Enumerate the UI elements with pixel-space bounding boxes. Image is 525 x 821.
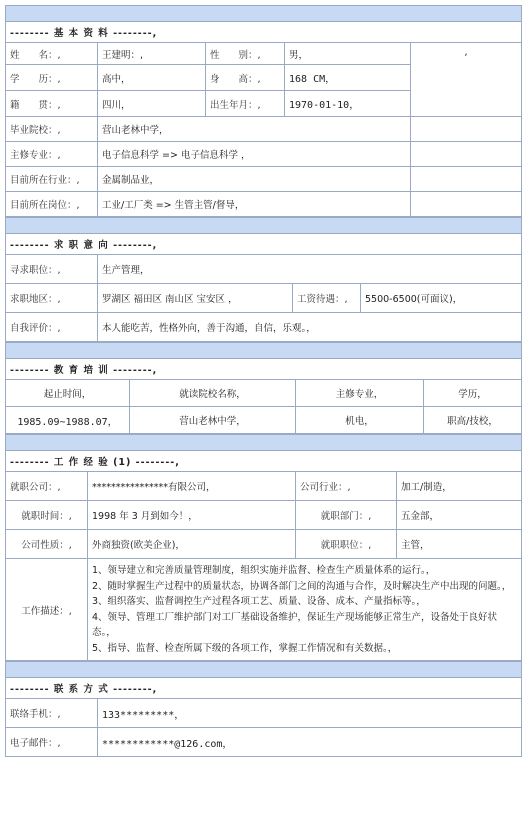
- education-value: 高中，: [98, 65, 206, 91]
- education-section-title: -------- 教 育 培 训 --------,: [6, 359, 522, 380]
- company-nature-value: 外商独资(欧美企业)，: [88, 530, 296, 559]
- gender-label: 性 别：,: [206, 43, 285, 65]
- industry-value: 金属制品业，: [98, 167, 411, 192]
- height-value: 168 CM，: [285, 65, 411, 91]
- work-section-title: -------- 工 作 经 验 (1) --------,: [6, 451, 522, 472]
- school-value: 营山老林中学，: [98, 117, 411, 142]
- work-post-label: 就职职位：,: [296, 530, 397, 559]
- section-bar: [6, 343, 522, 359]
- company-nature-label: 公司性质：,: [6, 530, 88, 559]
- blank-cell: [411, 192, 522, 217]
- birth-label: 出生年月：,: [206, 91, 285, 117]
- company-label: 就职公司：,: [6, 472, 88, 501]
- blank-cell: [411, 117, 522, 142]
- industry-label: 目前所在行业：,: [6, 167, 98, 192]
- company-industry-label: 公司行业：,: [296, 472, 397, 501]
- edu-degree: 职高/技校，: [424, 407, 522, 434]
- department-value: 五金部，: [397, 501, 522, 530]
- work-desc-text: [88, 559, 522, 661]
- edu-header-school: 就读院校名称，: [130, 380, 296, 407]
- mobile-value: 133*********，: [98, 699, 522, 728]
- school-label: 毕业院校：,: [6, 117, 98, 142]
- company-industry-value: 加工/制造，: [397, 472, 522, 501]
- native-value: 四川，: [98, 91, 206, 117]
- blank-cell: [411, 167, 522, 192]
- email-value: ************@126.com，: [98, 728, 522, 757]
- self-eval-label: 自我评价：,: [6, 313, 98, 342]
- section-bar: [6, 218, 522, 234]
- education-label: 学 历：,: [6, 65, 98, 91]
- work-desc-line: 4、领导、管理工厂维护部门对工厂基础设备维护，保证生产现场能够正常生产，设备处于良好状态。，: [92, 611, 498, 638]
- work-desc-line: 2、随时掌握生产过程中的质量状态，协调各部门之间的沟通与合作，及时解决生产中出现的问题。，: [92, 580, 512, 592]
- birth-value: 1970-01-10，: [285, 91, 411, 117]
- blank-cell: [411, 142, 522, 167]
- resume-page: [5, 5, 521, 757]
- basic-info-table: [5, 5, 522, 217]
- mobile-label: 联络手机：,: [6, 699, 98, 728]
- name-label: 姓 名：,: [6, 43, 98, 65]
- work-desc-line: 5、指导、监督、检查所属下级的各项工作，掌握工作情况和有关数据。，: [92, 642, 398, 654]
- photo-placeholder: ,: [411, 43, 522, 117]
- edu-school: 营山老林中学，: [130, 407, 296, 434]
- edu-header-major: 主修专业，: [296, 380, 424, 407]
- job-label: 寻求职位：,: [6, 255, 98, 284]
- section-bar: [6, 6, 522, 22]
- name-value: 王建明：,: [98, 43, 206, 65]
- work-time-label: 就职时间：,: [6, 501, 88, 530]
- salary-label: 工资待遇：,: [293, 284, 361, 313]
- area-value: 罗湖区 福田区 南山区 宝安区 ，: [98, 284, 293, 313]
- height-label: 身 高：,: [206, 65, 285, 91]
- gender-value: 男，: [285, 43, 411, 65]
- basic-section-title: -------- 基 本 资 料 --------,: [6, 22, 522, 43]
- company-value: ****************有限公司，: [88, 472, 296, 501]
- edu-period: 1985.09~1988.07，: [6, 407, 130, 434]
- major-label: 主修专业：,: [6, 142, 98, 167]
- job-value: 生产管理，: [98, 255, 522, 284]
- section-bar: [6, 662, 522, 678]
- position-value: 工业/工厂类 => 生管主管/督导，: [98, 192, 411, 217]
- intent-section-title: -------- 求 职 意 向 --------,: [6, 234, 522, 255]
- work-post-value: 主管，: [397, 530, 522, 559]
- edu-header-degree: 学历，: [424, 380, 522, 407]
- department-label: 就职部门：,: [296, 501, 397, 530]
- work-desc-line: 3、组织落实、监督调控生产过程各项工艺、质量、设备、成本、产量指标等。，: [92, 596, 426, 607]
- work-experience-table: [5, 434, 522, 661]
- education-table: [5, 342, 522, 434]
- position-label: 目前所在岗位：,: [6, 192, 98, 217]
- job-intent-table: [5, 217, 522, 342]
- email-label: 电子邮件：,: [6, 728, 98, 757]
- self-eval-value: 本人能吃苦，性格外向，善于沟通，自信，乐观。，: [98, 313, 522, 342]
- salary-value: 5500-6500(可面议)，: [361, 284, 522, 313]
- major-value: 电子信息科学 => 电子信息科学 ，: [98, 142, 411, 167]
- edu-major: 机电，: [296, 407, 424, 434]
- contact-table: [5, 661, 522, 757]
- native-label: 籍 贯：,: [6, 91, 98, 117]
- work-desc-label: 工作描述：,: [6, 559, 88, 661]
- edu-header-period: 起止时间，: [6, 380, 130, 407]
- area-label: 求职地区：,: [6, 284, 98, 313]
- work-desc-line: 1、领导建立和完善质量管理制度，组织实施并监督、检查生产质量体系的运行。，: [92, 565, 436, 576]
- section-bar: [6, 435, 522, 451]
- work-time-value: 1998 年 3 月到如今！，: [88, 501, 296, 530]
- contact-section-title: -------- 联 系 方 式 --------,: [6, 678, 522, 699]
